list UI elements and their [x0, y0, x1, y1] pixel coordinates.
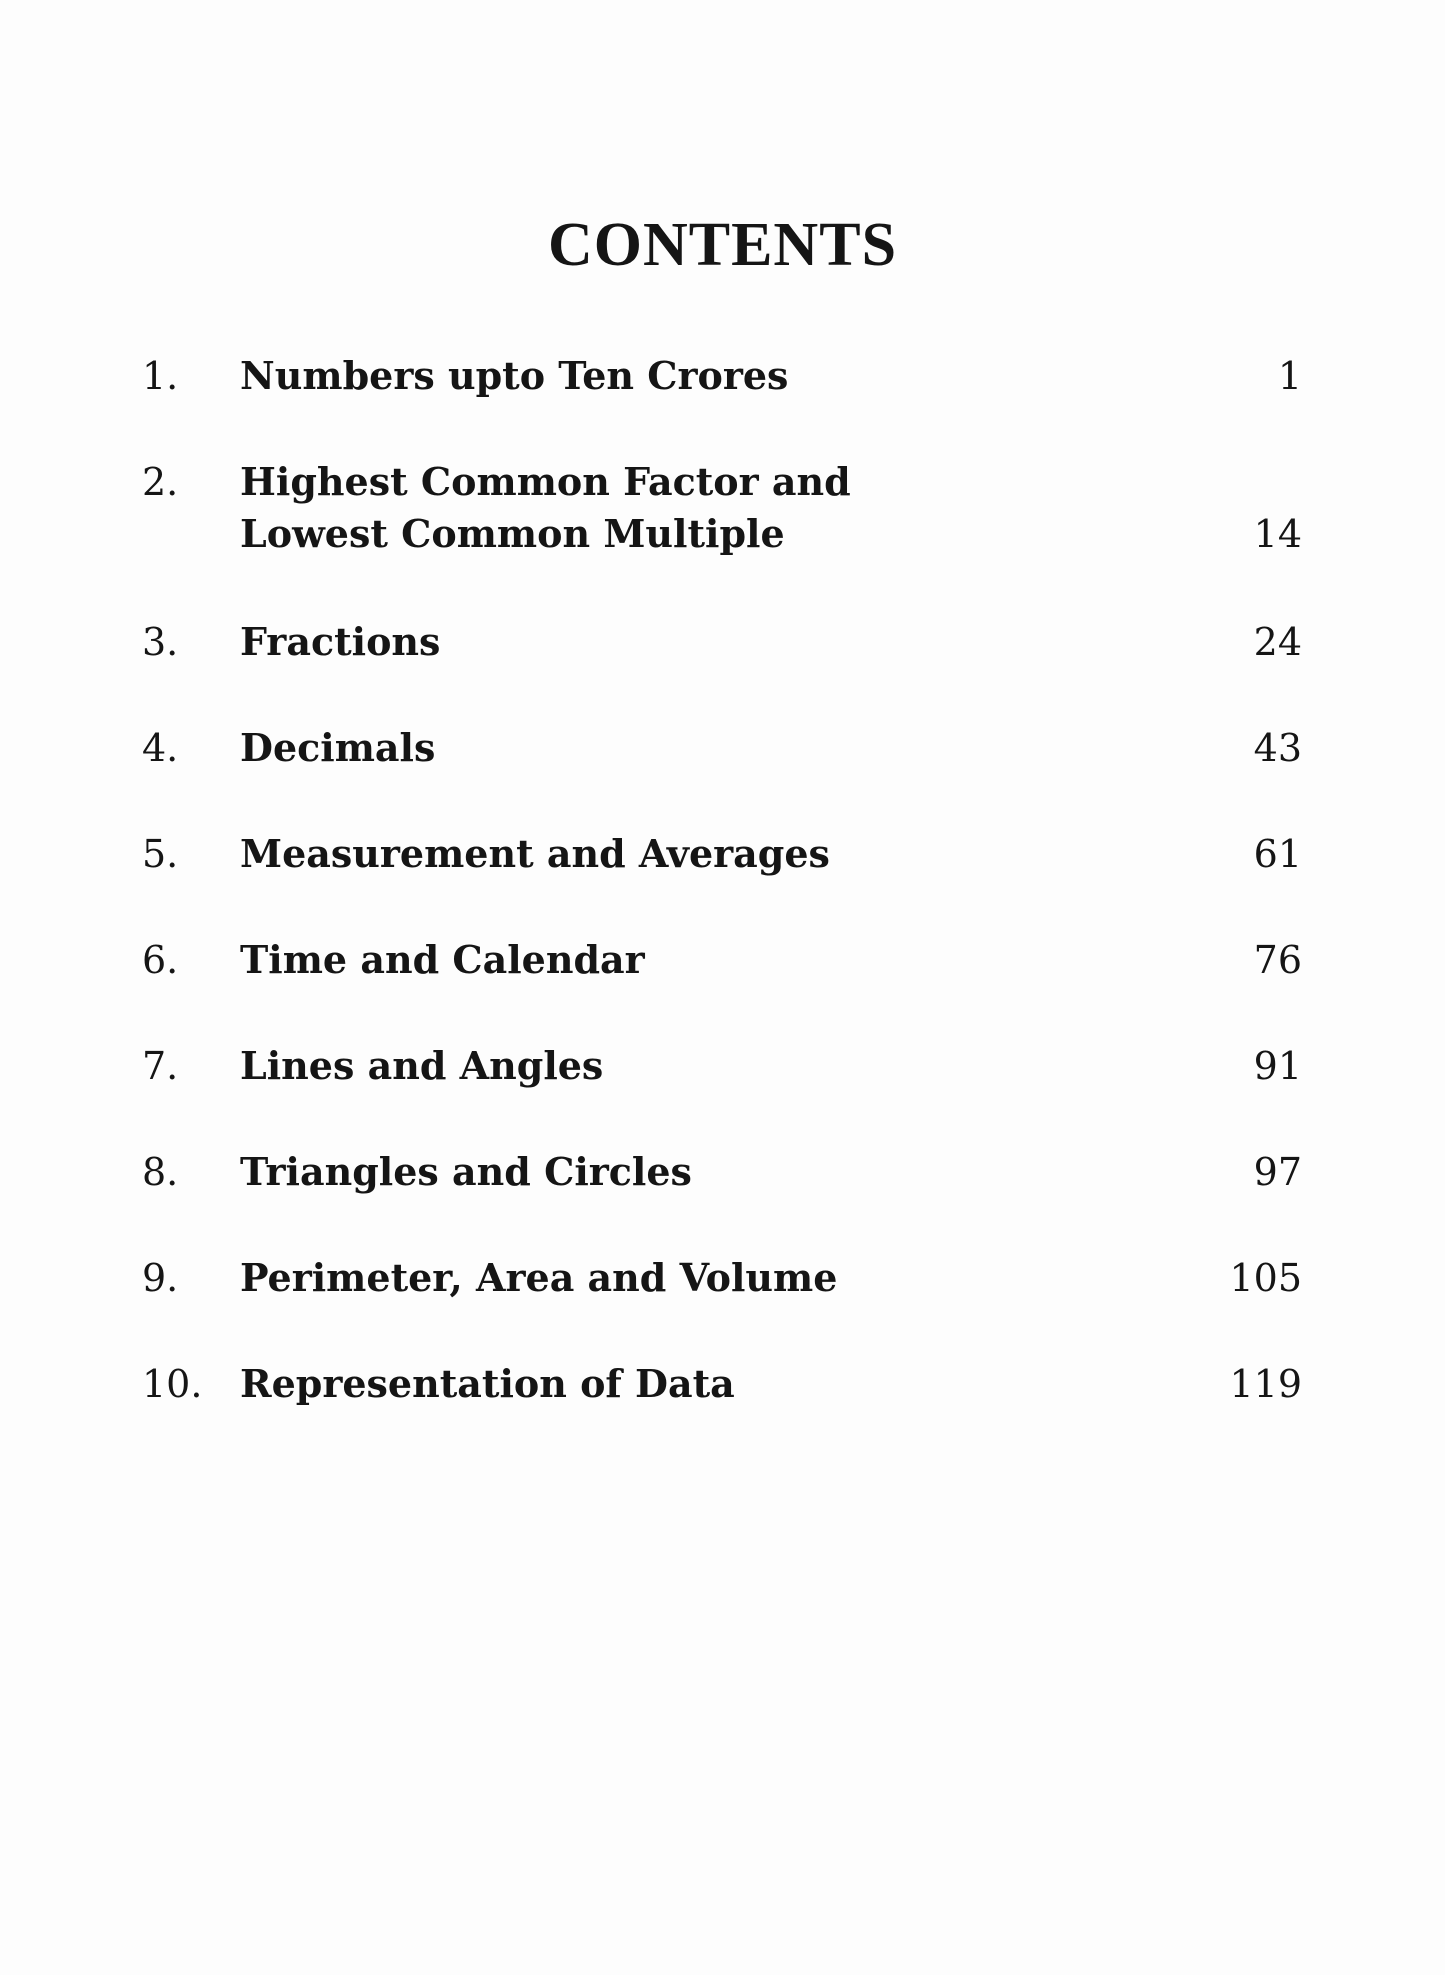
page-number: 119 [1229, 1362, 1302, 1406]
page-number: 1 [1277, 354, 1302, 398]
chapter-number: 8. [142, 1150, 179, 1194]
page-number: 24 [1253, 620, 1302, 664]
toc-entry-8 [142, 1146, 1302, 1252]
chapter-number: 7. [142, 1044, 179, 1088]
page-title: CONTENTS [547, 211, 898, 279]
table-of-contents [142, 350, 1302, 1464]
chapter-number: 1. [142, 354, 179, 398]
chapter-number: 9. [142, 1256, 179, 1300]
chapter-title: Numbers upto Ten Crores [240, 353, 789, 398]
chapter-title: Decimals [240, 725, 436, 770]
page-number: 97 [1253, 1150, 1302, 1194]
chapter-number: 2. [142, 460, 179, 504]
page-number: 76 [1253, 938, 1302, 982]
chapter-title: Triangles and Circles [240, 1149, 692, 1194]
page-number: 61 [1253, 832, 1302, 876]
toc-entry-1 [142, 350, 1302, 456]
toc-entry-7 [142, 1040, 1302, 1146]
toc-entry-4 [142, 722, 1302, 828]
chapter-number: 3. [142, 620, 179, 664]
chapter-title: Time and Calendar [240, 937, 645, 982]
toc-entry-10 [142, 1358, 1302, 1464]
chapter-title: Measurement and Averages [240, 831, 830, 876]
page-number: 14 [1253, 512, 1302, 556]
toc-entry-3 [142, 616, 1302, 722]
toc-entry-9 [142, 1252, 1302, 1358]
chapter-title: Representation of Data [240, 1361, 735, 1406]
toc-entry-2 [142, 456, 1302, 616]
chapter-number: 6. [142, 938, 179, 982]
chapter-title: Highest Common Factor and Lowest Common Multiple [240, 459, 851, 556]
page-number: 43 [1253, 726, 1302, 770]
page-number: 105 [1229, 1256, 1302, 1300]
chapter-number: 5. [142, 832, 179, 876]
chapter-title: Lines and Angles [240, 1043, 604, 1088]
toc-entry-5 [142, 828, 1302, 934]
chapter-title: Perimeter, Area and Volume [240, 1255, 838, 1300]
chapter-number: 10. [142, 1362, 203, 1406]
toc-entry-6 [142, 934, 1302, 1040]
chapter-number: 4. [142, 726, 179, 770]
page-number: 91 [1253, 1044, 1302, 1088]
chapter-title: Fractions [240, 619, 441, 664]
